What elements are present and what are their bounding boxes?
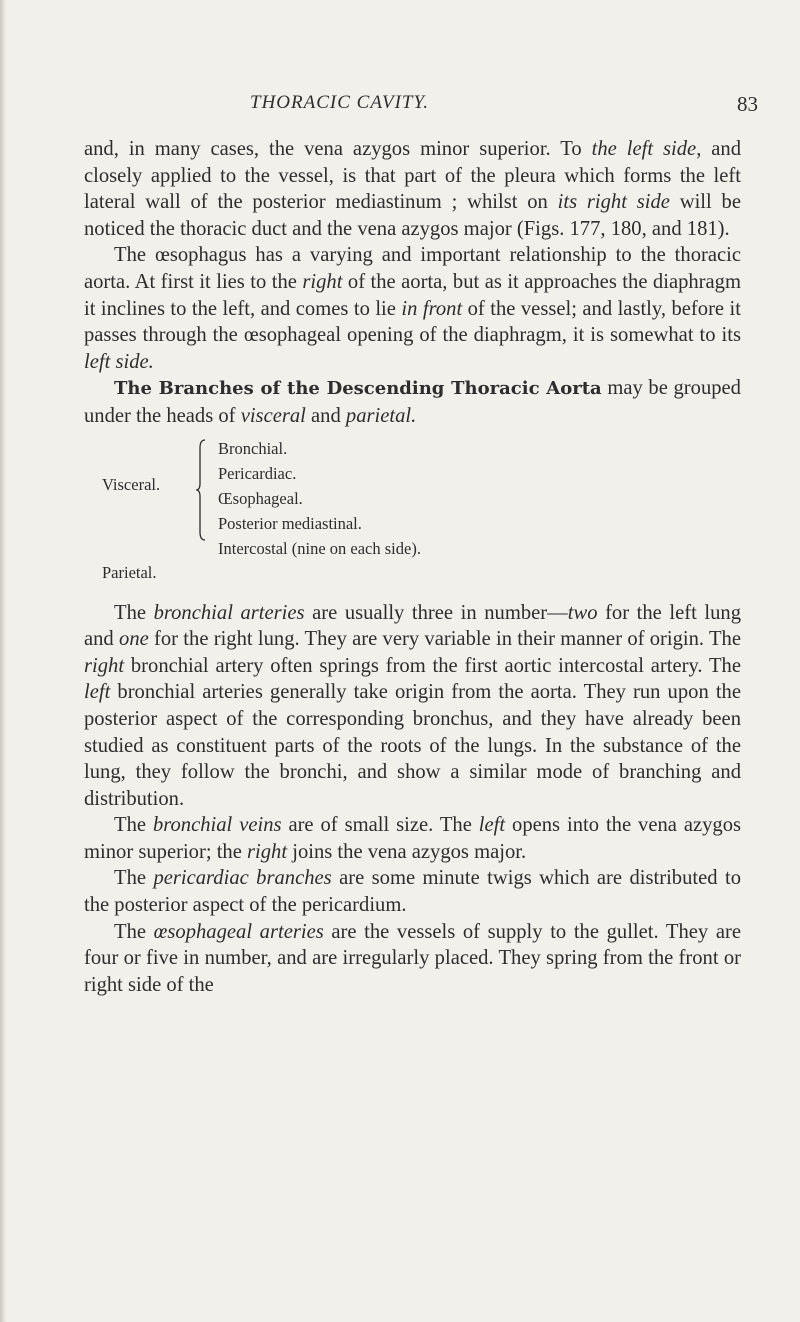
text-run: The xyxy=(114,867,154,890)
italic-run: one xyxy=(119,628,149,651)
text-run: joins the vena azygos major. xyxy=(287,840,527,863)
paragraph-3 xyxy=(84,375,741,429)
text-run: bronchial artery often springs from the first aortic intercostal artery. The xyxy=(124,654,741,677)
visceral-label: Visceral. xyxy=(102,474,161,494)
italic-run: in front xyxy=(401,297,463,320)
visceral-item-posterior-mediastinal: Posterior mediastinal. xyxy=(218,513,362,533)
visceral-item-oesophageal: Œsophageal. xyxy=(218,488,303,508)
text-run: for the right lung. They are very variable in their manner of origin. The xyxy=(148,628,741,651)
text-run: The xyxy=(114,920,154,943)
italic-run: right xyxy=(84,654,125,677)
italic-run: left side. xyxy=(84,350,154,373)
paragraph-4 xyxy=(84,600,741,813)
text-run: for the left lung and xyxy=(84,601,742,651)
running-title: THORACIC CAVITY. xyxy=(250,92,430,113)
text-run: The xyxy=(114,601,154,624)
italic-run: pericardiac branches xyxy=(153,867,332,890)
italic-run: bronchial veins xyxy=(152,814,282,837)
page-edge-shadow xyxy=(0,0,7,1322)
italic-run: the left side xyxy=(591,138,697,160)
page-number: 83 xyxy=(737,92,758,116)
text-run: The œsophagus has a varying and important relationship to the thoracic aorta. At first it lies to the xyxy=(84,244,741,293)
text-run: are of small size. The xyxy=(281,814,479,837)
text-run: and, in many cases, the vena azygos minor superior. To xyxy=(84,138,592,160)
italic-run: left xyxy=(478,814,506,837)
text-run: of the aorta, but as it approaches the diaphragm it inclines to the left, and comes to lie xyxy=(84,270,741,320)
text-run: will be noticed the thoracic duct and the vena azygos major (Figs. 177, 180, and 181). xyxy=(84,191,741,240)
visceral-item-pericardiac: Pericardiac. xyxy=(218,463,297,483)
visceral-item-bronchial: Bronchial. xyxy=(218,438,288,458)
paragraph-6 xyxy=(84,865,741,918)
branches-table xyxy=(84,436,741,594)
text-run: bronchial arteries generally take origin from the aorta. They run upon the posterior aspect of the corresponding bronchus, and they have already been studied as constituent parts of the roots of the lungs. In the substance of the lung, they follow the bronchi, and show a similar mode of branching and distribution. xyxy=(84,681,741,810)
italic-run: left xyxy=(84,681,111,704)
italic-run: its right side xyxy=(557,191,670,214)
italic-run: visceral xyxy=(240,404,306,427)
curly-brace-icon xyxy=(196,438,206,542)
paragraph-1 xyxy=(84,136,741,242)
italic-run: right xyxy=(247,840,288,863)
italic-run: right xyxy=(302,270,343,293)
text-run: may be grouped under the heads of xyxy=(84,377,741,427)
text-run: are usually three in number— xyxy=(304,601,568,624)
text-run: of the vessel; and lastly, before it passes through the œsophageal opening of the diaphragm, it is somewhat to its xyxy=(84,297,741,347)
body-text xyxy=(84,136,741,998)
bold-heading-run: The Branches of the Descending Thoracic Aorta xyxy=(114,378,602,400)
paragraph-5 xyxy=(84,812,741,865)
italic-run: parietal. xyxy=(345,404,417,427)
italic-run: œsophageal arteries xyxy=(153,920,324,943)
text-run: and xyxy=(305,404,346,427)
parietal-item-intercostal: Intercostal (nine on each side). xyxy=(218,538,421,558)
paragraph-2 xyxy=(84,242,741,375)
paragraph-7 xyxy=(84,919,741,999)
page-header xyxy=(0,92,800,122)
text-run: are the vessels of supply to the gullet. They are four or five in number, and are irregularly placed. They spring from the front or right side of the xyxy=(84,920,741,996)
italic-run: two xyxy=(567,601,598,624)
text-run: The xyxy=(114,814,153,837)
text-run: opens into the vena azygos minor superior; the xyxy=(84,814,742,863)
text-run: are some minute twigs which are distributed to the posterior aspect of the pericardium. xyxy=(84,867,741,917)
text-run: , and closely applied to the vessel, is that part of the pleura which forms the left lateral wall of the posterior mediastinum ; whilst on xyxy=(84,138,742,214)
italic-run: bronchial arteries xyxy=(153,601,305,624)
parietal-label: Parietal. xyxy=(102,562,157,582)
